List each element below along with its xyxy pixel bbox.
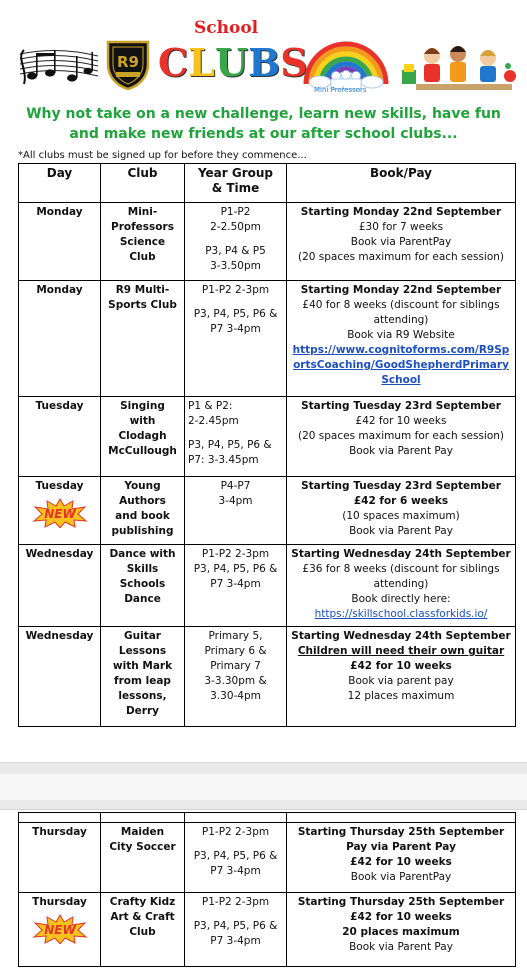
club-line: Schools [119,578,166,590]
year-time-cell [185,203,287,281]
club-line: Art & Craft [110,911,175,923]
capacity: (10 spaces maximum) [342,510,460,522]
price: £40 for 8 weeks (discount for siblings attending) [302,299,500,326]
clubs-letter: L [188,40,215,85]
booking-method: Book via ParentPay [350,871,452,883]
header-book-pay: Book/Pay [287,164,516,203]
year-line: Primary 7 [210,660,261,672]
club-line: Lessons [118,645,167,657]
table-row [19,477,516,545]
year-line: P3, P4, P5, P6 & [193,308,278,320]
price: £42 for 6 weeks [353,495,449,507]
year-line: 2-2.50pm [210,221,261,233]
club-line: from leap [114,675,171,687]
book-pay-cell [287,893,516,967]
price: £42 for 10 weeks [350,911,452,923]
day-cell: Monday [19,203,101,281]
start-date: Starting Tuesday 23rd September [301,480,501,492]
club-line: Science [119,236,166,248]
club-line: Skills [126,563,159,575]
book-pay-cell [287,823,516,893]
capacity: (20 spaces maximum for each session) [297,251,505,263]
school-heading: School [194,18,259,38]
table-row [19,893,516,967]
book-pay-cell [287,627,516,727]
header-year-line1: Year Group [197,166,274,180]
year-time-cell [185,893,287,967]
club-cell [101,545,185,627]
price: £42 for 10 weeks [355,415,447,427]
header-day: Day [19,164,101,203]
capacity: 20 places maximum [342,926,460,938]
year-time-cell [185,397,287,477]
clubs-table-continued [18,812,516,967]
club-line: Guitar [124,630,161,642]
club-line: with Mark [112,660,173,672]
clubs-table [18,163,516,727]
club-line: Dance [124,593,161,605]
booking-method: Book directly here: [351,593,451,605]
year-time-cell [185,545,287,627]
skillschool-booking-link[interactable]: https://skillschool.classforkids.io/ [314,608,488,620]
year-line: P7 3-4pm [210,935,261,947]
year-line: P1-P2 [220,206,251,218]
header-club: Club [101,164,185,203]
day-cell: Monday [19,281,101,397]
year-line: P1-P2 2-3pm [201,896,270,908]
year-line: P7: 3-3.45pm [188,454,259,466]
day-label: Tuesday [35,480,84,492]
price: £36 for 8 weeks (discount for siblings attending) [302,563,500,590]
club-line: Authors [119,495,166,507]
club-line: Singing [120,400,165,412]
year-line: 3-3.50pm [210,260,261,272]
table-row [19,203,516,281]
booking-method: Book via ParentPay [350,236,452,248]
year-line: P4-P7 [220,480,251,492]
club-line: and book [115,510,170,522]
price: £30 for 7 weeks [358,221,444,233]
club-line: Mini- [127,206,158,218]
new-badge-icon [33,914,87,944]
clubs-letter: S [280,40,308,85]
new-badge-text: NEW [43,923,76,937]
club-line: R9 Multi- [115,284,170,296]
club-cell [101,893,185,967]
club-cell [101,203,185,281]
club-cell [101,397,185,477]
mini-professors-rainbow-logo [300,30,392,92]
signup-note: *All clubs must be signed up for before they commence... [18,150,307,161]
club-line: Young [124,480,161,492]
club-cell [101,477,185,545]
day-cell [19,477,101,545]
year-time-cell [185,627,287,727]
club-line: Sports Club [108,299,177,311]
day-cell: Wednesday [19,627,101,727]
club-line: Maiden [120,826,165,838]
day-label: Thursday [32,896,87,908]
new-badge-text: NEW [43,507,76,521]
start-date: Starting Monday 22nd September [300,284,502,296]
year-time-cell [185,477,287,545]
year-line: P3, P4, P5, P6 & [188,439,272,451]
year-line: P3, P4, P5, P6 & [193,563,278,575]
new-badge-icon [33,498,87,528]
music-notes-icon [18,40,100,90]
club-cell [101,823,185,893]
year-line: Primary 6 & [204,645,267,657]
year-time-cell [185,823,287,893]
page-separator-inner [0,774,527,800]
club-line: Dance with [109,548,176,560]
capacity: 12 places maximum [347,690,455,702]
price: £42 for 10 weeks [350,660,452,672]
header-year-line2: & Time [211,181,260,195]
year-line: P7 3-4pm [210,323,261,335]
club-line: lessons, [118,690,167,702]
book-pay-cell [287,203,516,281]
day-cell: Thursday [19,823,101,893]
club-line: Clodagh [118,430,167,442]
booking-method: Book via Parent Pay [349,445,453,457]
year-line: 3-3.30pm & [204,675,267,687]
year-line: 3.30-4pm [210,690,261,702]
club-line: Club [129,251,156,263]
table-row [19,397,516,477]
year-line: P3, P4, P5, P6 & [193,850,278,862]
year-line: P7 3-4pm [210,865,261,877]
header-banner [0,0,527,100]
shield-logo-text: R9 [117,53,139,71]
children-crafts-illustration [396,40,522,92]
clubs-letter: B [248,40,281,85]
year-line: P7 3-4pm [210,578,261,590]
table-row [19,281,516,397]
year-line: P3, P4, P5, P6 & [193,920,278,932]
book-pay-cell [287,545,516,627]
book-pay-cell [287,397,516,477]
start-date: Starting Wednesday 24th September [291,548,511,560]
year-line: P1-P2 2-3pm [201,826,270,838]
club-line: with [129,415,156,427]
year-line: P1 & P2: [188,400,233,412]
tagline-line-1: Why not take on a new challenge, learn new skills, have fun [26,106,501,122]
book-pay-cell [287,281,516,397]
day-cell [19,893,101,967]
club-line: Derry [125,705,160,717]
clubs-heading [158,40,308,86]
start-date: Starting Tuesday 23rd September [301,400,501,412]
clubs-letter: U [214,40,249,85]
r9-booking-link[interactable]: https://www.cognitoforms.com/R9SportsCoaching/GoodShepherdPrimarySchool [292,344,510,386]
capacity: (20 spaces maximum for each session) [297,430,505,442]
club-line: McCullough [108,445,177,457]
tagline-line-2: and make new friends at our after school clubs... [69,126,458,142]
r9-sports-shield-logo [104,38,152,90]
start-date: Starting Thursday 25th September [297,896,505,908]
booking-method: Book via Parent Pay [349,525,453,537]
table-spacer-row [19,813,516,823]
year-line: 2-2.45pm [188,415,239,427]
mini-professors-caption: Mini Professors [314,86,367,94]
start-date: Starting Wednesday 24th September [291,630,511,642]
booking-method: Book via Parent Pay [349,941,453,953]
table-header-row [19,164,516,203]
club-cell [101,281,185,397]
day-cell: Wednesday [19,545,101,627]
booking-method: Book via R9 Website [347,329,455,341]
booking-method: Book via parent pay [348,675,454,687]
start-date: Starting Monday 22nd September [300,206,502,218]
price: £42 for 10 weeks [350,856,452,868]
day-cell: Tuesday [19,397,101,477]
club-line: publishing [111,525,174,537]
club-line: Professors [111,221,174,233]
table-row [19,545,516,627]
year-line: P1-P2 2-3pm [201,284,270,296]
club-line: City Soccer [109,841,176,853]
club-cell [101,627,185,727]
year-time-cell [185,281,287,397]
club-line: Club [129,926,156,938]
header-year-time [185,164,287,203]
clubs-letter: C [158,40,189,85]
guitar-requirement: Children will need their own guitar [297,645,505,657]
club-line: Crafty Kidz [109,896,176,908]
year-line: Primary 5, [208,630,263,642]
year-line: P3, P4 & P5 [205,245,266,257]
payment-method: Pay via Parent Pay [346,841,456,853]
start-date: Starting Thursday 25th September [297,826,505,838]
book-pay-cell [287,477,516,545]
table-row [19,627,516,727]
year-line: 3-4pm [218,495,253,507]
table-row [19,823,516,893]
year-line: P1-P2 2-3pm [201,548,270,560]
